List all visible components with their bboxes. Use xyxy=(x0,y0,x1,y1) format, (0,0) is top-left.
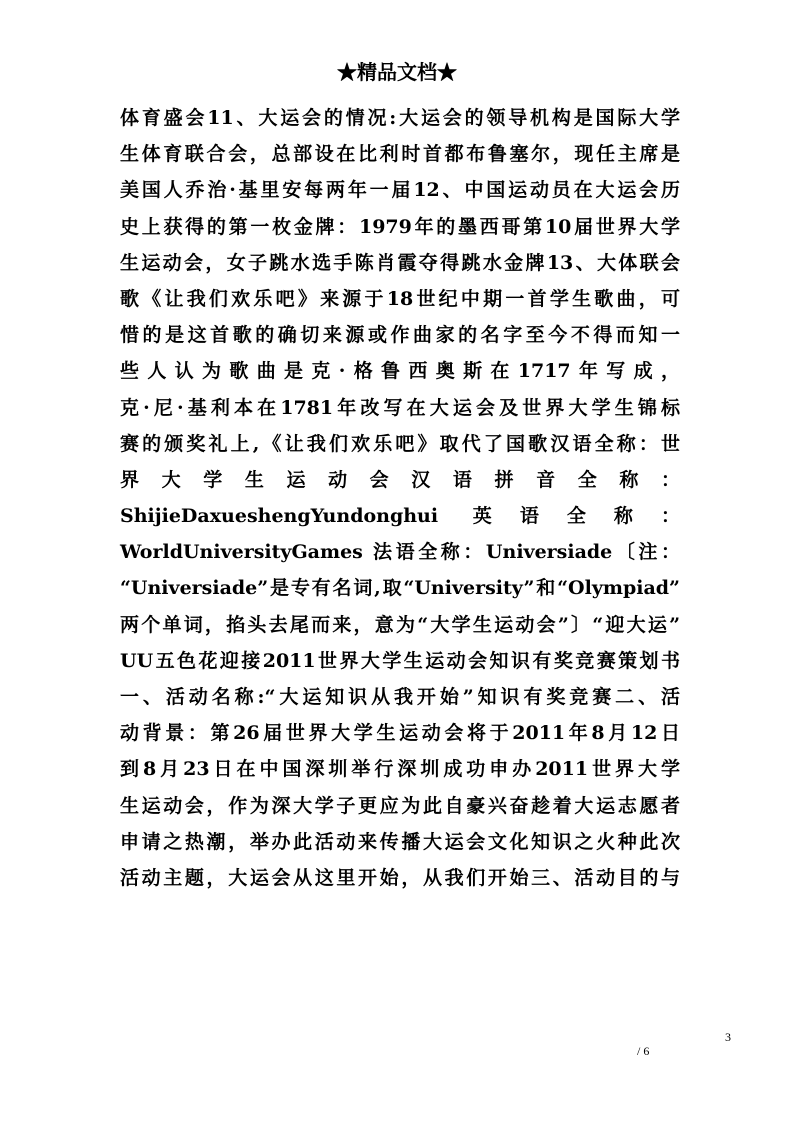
text-line-20: 生运动会，作为深大学子更应为此自豪兴奋趁着大运志愿者 xyxy=(120,794,680,817)
page-number: 3 xyxy=(725,1030,731,1044)
text-line-15: 两个单词，掐头去尾而来，意为“大学生运动会”〕“迎大运” xyxy=(120,613,680,636)
text-line-12: ShijieDaxueshengYundonghui 英语全称： xyxy=(120,505,680,528)
text-line-8: 些人认为歌曲是克·格鲁西奥斯在1717年写成， xyxy=(120,360,680,383)
text-line-2: 生体育联合会，总部设在比利时首都布鲁塞尔，现任主席是 xyxy=(120,143,680,166)
text-line-9: 克·尼·基利本在1781年改写在大运会及世界大学生锦标 xyxy=(120,396,680,419)
text-line-17: 一、活动名称:“大运知识从我开始”知识有奖竞赛二、活 xyxy=(120,686,680,708)
page-total: / 6 xyxy=(637,1044,650,1058)
text-line-13: WorldUniversityGames 法语全称：Universiade〔注： xyxy=(120,541,680,564)
text-line-1: 体育盛会11、大运会的情况:大运会的领导机构是国际大学 xyxy=(120,107,680,129)
text-line-10: 赛的颁奖礼上,《让我们欢乐吧》取代了国歌汉语全称：世 xyxy=(120,432,680,455)
text-line-14: “Universiade”是专有名词,取“University”和“Olympiad” xyxy=(120,577,680,600)
text-line-22: 活动主题，大运会从这里开始，从我们开始三、活动目的与 xyxy=(120,866,680,889)
document-header-title: ★精品文档★ xyxy=(337,60,457,84)
text-line-3: 美国人乔治·基里安每两年一届12、中国运动员在大运会历 xyxy=(120,179,680,202)
text-line-6: 歌《让我们欢乐吧》来源于18世纪中期一首学生歌曲，可 xyxy=(120,287,680,310)
text-line-16: UU五色花迎接2011世界大学生运动会知识有奖竞赛策划书 xyxy=(120,649,680,672)
document-body xyxy=(120,100,680,896)
text-line-5: 生运动会，女子跳水选手陈肖霞夺得跳水金牌13、大体联会 xyxy=(120,251,680,274)
text-line-4: 史上获得的第一枚金牌：1979年的墨西哥第10届世界大学 xyxy=(120,215,680,238)
text-line-19: 到8月23日在中国深圳举行深圳成功申办2011世界大学 xyxy=(120,758,680,781)
text-line-18: 动背景：第26届世界大学生运动会将于2011年8月12日 xyxy=(120,722,680,745)
text-line-21: 申请之热潮，举办此活动来传播大运会文化知识之火种此次 xyxy=(120,830,680,853)
text-line-7: 惜的是这首歌的确切来源或作曲家的名字至今不得而知一 xyxy=(120,324,680,347)
text-line-11: 界大学生运动会汉语拼音全称： xyxy=(120,468,680,491)
